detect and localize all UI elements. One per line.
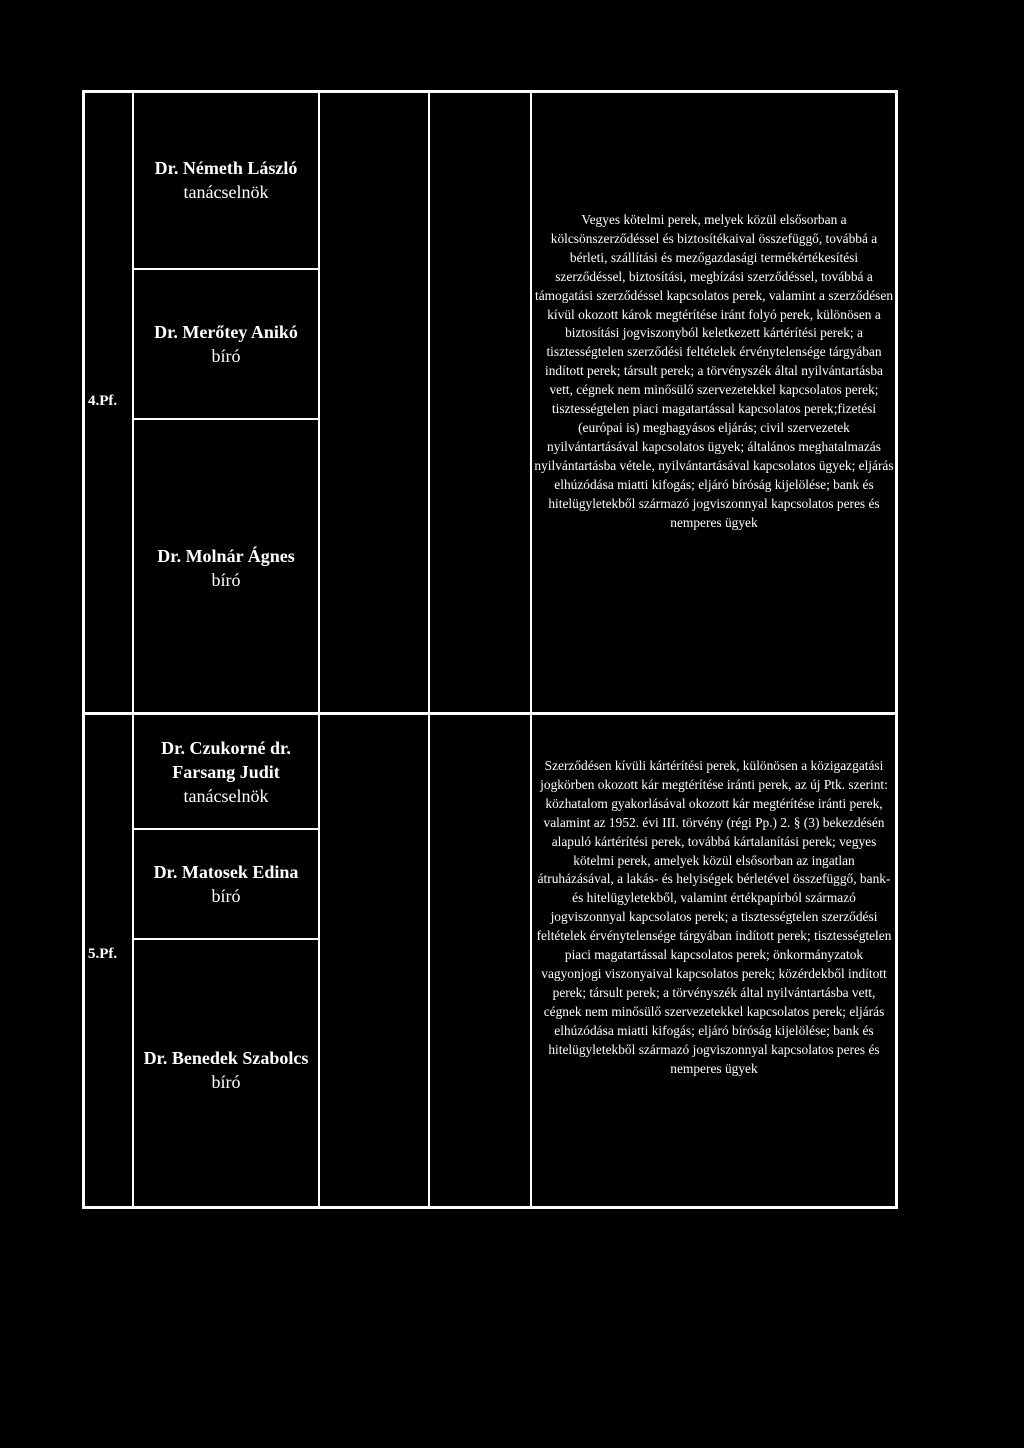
table-left-border	[82, 90, 85, 1208]
judge-separator	[132, 418, 320, 420]
chamber-code: 5.Pf.	[88, 946, 118, 962]
judge-separator	[132, 268, 320, 270]
judge-role: bíró	[211, 346, 241, 366]
judge-name: Dr. Németh László	[154, 158, 298, 178]
judge-role: bíró	[211, 886, 241, 906]
table-bottom-border	[82, 1206, 898, 1209]
judge-member	[134, 320, 318, 368]
judge-role: bíró	[211, 570, 241, 590]
case-description: Vegyes kötelmi perek, melyek közül elsősorban a kölcsönszerződéssel és biztosítékaival összefüggő, továbbá a bérleti, szállítási és mezőgazdasági termékértékesítési szerződéssel, biztosítási, megbízási szerződéssel, továbbá a támogatási szerződéssel kapcsolatos perek, valamint a szerződésen kívül okozott károk megtérítése iránt folyó perek, különösen a biztosítási jogviszonyból keletkezett kártérítési perek; a tisztességtelen szerződési feltételek érvénytelensége tárgyában indított perek; társult perek; a törvényszék által nyilvántartásba vett, cégnek nem minősülő szervezetekkel kapcsolatos perek; tisztességtelen piaci magatartással kapcsolatos perek;fizetési (európai is) meghagyásos eljárás; civil szervezetek nyilvántartásával kapcsolatos ügyek; általános meghatalmazás nyilvántartásba vétele, nyilvántartásával kapcsolatos ügyek; eljárás elhúzódása miatti kifogás; eljáró bíróság kijelölése; bank és hitelügyletekből származó jogviszonnyal kapcsolatos peres és nemperes ügyek	[534, 212, 894, 530]
judge-role: tanácselnök	[183, 786, 269, 806]
case-description: Szerződésen kívüli kártérítési perek, különösen a közigazgatási jogkörben okozott kár megtérítése iránti perek, az új Ptk. szerint: közhatalom gyakorlásával okozott kár megtérítése iránti perek, valamint az 1952. évi III. törvény (régi Pp.) 2. § (3) bekezdésén alapuló kártérítési perek, továbbá kártalanítási perek; vegyes kötelmi perek, amelyek közül elsősorban az ingatlan átruházásával, a lakás- és helyiségek bérletével összefüggő, bank- és hitelügyletekből, valamint értékpapírból származó jogviszonnyal kapcsolatos perek; a tisztességtelen szerződési feltételek érvénytelensége tárgyában indított perek; tisztességtelen piaci magatartással kapcsolatos perek; önkormányzatok vagyonjogi viszonyaival kapcsolatos perek; közérdekből indított perek; társult perek; a törvényszék által nyilvántartásba vett, cégnek nem minősülő szervezetekkel kapcsolatos perek; eljárás elhúzódása miatti kifogás; eljáró bíróság kijelölése; bank és hitelügyletekből származó jogviszonnyal kapcsolatos peres és nemperes ügyek	[536, 758, 892, 1076]
judge-member	[134, 1046, 318, 1094]
judge-member	[134, 544, 318, 592]
chamber-code: 4.Pf.	[88, 393, 118, 409]
judge-name: Dr. Benedek Szabolcs	[143, 1048, 309, 1068]
column-divider-3	[428, 90, 430, 1208]
judge-separator	[132, 828, 320, 830]
judge-name: Dr. Matosek Edina	[153, 862, 299, 882]
section-divider	[82, 712, 898, 715]
judge-member	[134, 860, 318, 908]
judge-role: bíró	[211, 1072, 241, 1092]
judge-name: Dr. Merőtey Anikó	[154, 322, 298, 342]
table-right-border	[895, 90, 898, 1208]
judge-separator	[132, 938, 320, 940]
column-divider-4	[530, 90, 532, 1208]
judge-presiding	[134, 736, 318, 808]
judge-name: Dr. Czukorné dr. Farsang Judit	[161, 738, 291, 782]
judge-presiding	[134, 156, 318, 204]
judge-role: tanácselnök	[183, 182, 269, 202]
judge-name: Dr. Molnár Ágnes	[157, 546, 295, 566]
table-top-border	[82, 90, 898, 93]
column-divider-1	[132, 90, 134, 1208]
column-divider-2	[318, 90, 320, 1208]
